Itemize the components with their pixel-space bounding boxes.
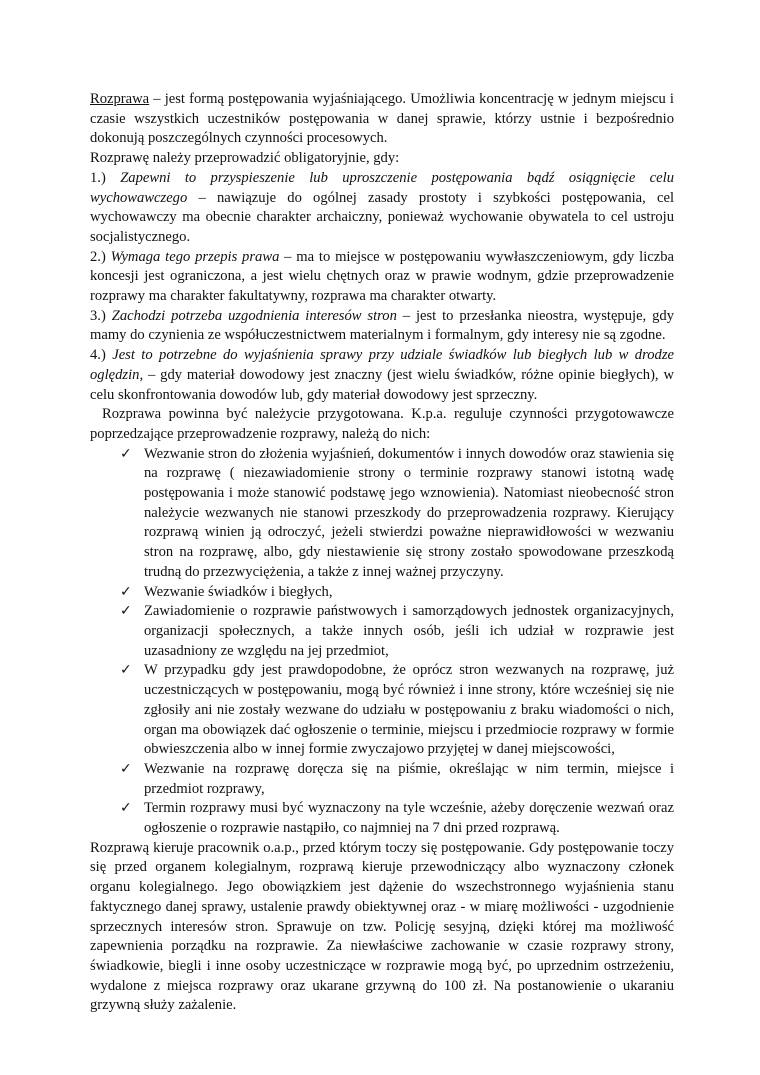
condition-title: Zapewni to przyspieszenie lub uproszczenie postępowania bądź osiągnięcie celu wychowawczego xyxy=(90,169,674,206)
checkmark-icon: ✓ xyxy=(120,760,132,777)
checkmark-icon: ✓ xyxy=(120,662,132,679)
condition-2 xyxy=(90,248,674,307)
checkmark-icon: ✓ xyxy=(120,445,132,462)
list-item xyxy=(120,799,674,838)
list-item-text: Wezwanie stron do złożenia wyjaśnień, dokumentów i innych dowodów oraz stawienia się na rozprawę ( niezawiadomienie strony o terminie rozprawy stanowi istotną wadę postępowania i może stanowić podstawę jego wznowienia). Natomiast nieobecność stron należycie wezwanych nie stanowi przeszkody do przeprowadzenia rozprawy. Kierujący rozprawą winien ją odroczyć, jeżeli stwierdzi poważne nieprawidłowości w wezwaniu stron na rozprawę, albo, gdy niestawienie się strony zostało spowodowane przeszkodą trudną do przezwyciężenia, a także z innej ważnej przyczyny. xyxy=(144,445,674,580)
condition-title: Wymaga tego przepis prawa xyxy=(110,248,280,265)
obligatory-intro: Rozprawę należy przeprowadzić obligatoryjnie, gdy: xyxy=(90,150,400,167)
condition-number: 2.) xyxy=(90,248,106,265)
checkmark-icon: ✓ xyxy=(120,603,132,620)
intro-definition: – jest formą postępowania wyjaśniającego. Umożliwia koncentrację w jednym miejscu i czasie wszystkich uczestników postępowania w danej sprawie, którzy ustnie i bezpośrednio dokonują poszczególnych czynności procesowych. xyxy=(90,91,674,147)
preparation-list xyxy=(90,445,674,839)
condition-title: Zachodzi potrzeba uzgodnienia interesów stron xyxy=(111,307,397,324)
condition-number: 1.) xyxy=(90,169,106,186)
list-item xyxy=(120,445,674,583)
intro-paragraph xyxy=(90,90,674,149)
list-item xyxy=(120,602,674,661)
condition-text: – ma to miejsce w postępowaniu wywłaszczeniowym, gdy liczba koncesji jest ograniczona, a jest wielu chętnych oraz w prawie wodnym, gdzie przeprowadzenie rozprawy ma charakter fakultatywny, rozprawa ma charakter otwarty. xyxy=(90,248,675,305)
checkmark-icon: ✓ xyxy=(120,583,132,600)
list-item xyxy=(120,661,674,760)
list-item xyxy=(120,583,674,603)
term-rozprawa: Rozprawa xyxy=(90,91,150,107)
list-item xyxy=(120,760,674,799)
condition-text: – jest to przesłanka nieostra, występuje, gdy mamy do czynienia ze współuczestnictwem materialnym i formalnym, gdy interesy nie są zgodne. xyxy=(90,307,674,344)
condition-3 xyxy=(90,307,674,346)
list-item-text: Wezwanie na rozprawę doręcza się na piśmie, określając w nim termin, miejsce i przedmiot rozprawy, xyxy=(144,760,674,797)
list-item-text: W przypadku gdy jest prawdopodobne, że oprócz stron wezwanych na rozprawę, już uczestniczących w postępowaniu, mogą być również i inne strony, które wcześniej się nie zgłosiły ani nie zostały wezwane do udziału w postępowaniu z braku wiadomości o nich, organ ma obowiązek dać ogłoszenie o terminie, miejscu i przedmiocie rozprawy w formie obwieszczenia albo w innej formie zwyczajowo przyjętej w danej miejscowości, xyxy=(144,662,674,758)
list-item-text: Wezwanie świadków i biegłych, xyxy=(144,583,333,600)
checkmark-icon: ✓ xyxy=(120,800,132,817)
condition-4 xyxy=(90,346,674,405)
condition-1 xyxy=(90,169,674,248)
preparation-intro: Rozprawa powinna być należycie przygotowana. K.p.a. reguluje czynności przygotowawcze poprzedzające przeprowadzenie rozprawy, należą do nich: xyxy=(90,406,674,442)
list-item-text: Zawiadomienie o rozprawie państwowych i samorządowych jednostek organizacyjnych, organizacji społecznych, a także innych osób, jeśli ich udział w rozprawie jest uzasadniony ze względu na jej przedmiot, xyxy=(144,603,674,659)
condition-title: Jest to potrzebne do wyjaśnienia sprawy przy udziale świadków lub biegłych lub w drodze oględzin, xyxy=(90,347,674,383)
condition-number: 3.) xyxy=(90,307,106,324)
condition-text: – nawiązuje do ogólnej zasady prostoty i szybkości postępowania, cel wychowawczy ma obecnie charakter archaiczny, ponieważ wychowanie obywatela to cel ustroju socjalistycznego. xyxy=(90,189,674,245)
condition-text: – gdy materiał dowodowy jest znaczny (jest wielu świadków, różne opinie biegłych), w celu skonfrontowania dowodów lub, gdy materiał dowodowy jest sprzeczny. xyxy=(90,366,674,403)
condition-number: 4.) xyxy=(90,347,106,364)
closing-paragraph: Rozprawą kieruje pracownik o.a.p., przed którym toczy się postępowanie. Gdy postępowanie toczy się przed organem kolegialnym, rozprawą kieruje przewodniczący albo wyznaczony członek organu kolegialnego. Jego obowiązkiem jest dążenie do wszechstronnego wyjaśnienia stanu faktycznego danej sprawy, ustalenie prawdy obiektywnej oraz - w miarę możliwości - uzgodnienie sprzecznych interesów stron. Sprawuje on tzw. Policję sesyjną, dzięki której ma możliwość zapewnienia porządku na rozprawie. Za niewłaściwe zachowanie w czasie rozprawy strony, świadkowie, biegli i inne osoby uczestniczące w rozprawie mogą być, po uprzednim ostrzeżeniu, wydalone z miejsca rozprawy oraz ukarane grzywną do 100 zł. Na postanowienie o ukaraniu grzywną służy zażalenie. xyxy=(90,839,674,1014)
list-item-text: Termin rozprawy musi być wyznaczony na tyle wcześnie, ażeby doręczenie wezwań oraz ogłoszenie o rozprawie nastąpiło, co najmniej na 7 dni przed rozprawą. xyxy=(144,800,674,837)
